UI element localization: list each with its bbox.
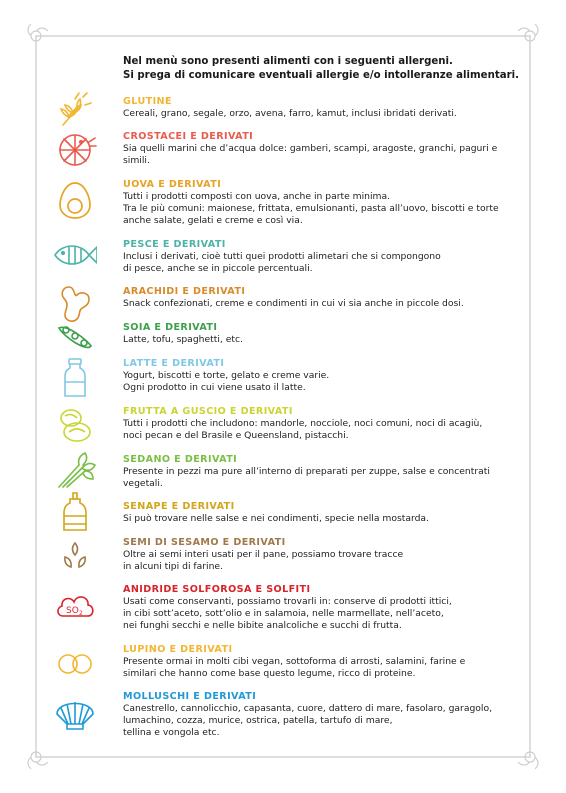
allergen-milk xyxy=(123,358,518,394)
allergen-description: Canestrello, cannolicchio, capasanta, cuore, dattero di mare, fasolaro, garagolo, lumachino, cozza, murice, ostrica, patella, tartufo di mare, tellina e vongola etc. xyxy=(123,703,493,738)
allergen-description: Tutti i prodotti composti con uova, anche in parte minima. Tra le più comuni: maionese, frittata, emulsionanti, pasta all’uovo, biscotti e torte anche salate, gelati e creme e così via. xyxy=(123,191,499,226)
intro-notice xyxy=(123,55,543,83)
shell-icon xyxy=(53,688,97,732)
celery-icon xyxy=(53,447,97,491)
milk-bottle-icon xyxy=(53,356,97,400)
allergen-description: Tutti i prodotti che includono: mandorle, nocciole, noci comuni, noci di acagiù, noci pecan e del Brasile e Queensland, pistacchi. xyxy=(123,418,483,441)
allergen-description: Presente in pezzi ma pure all’interno di preparati per zuppe, salse e concentrati vegetali. xyxy=(123,466,490,489)
shrimp-icon xyxy=(53,128,97,172)
allergen-title: LATTE E DERIVATI xyxy=(123,358,225,369)
allergen-soy xyxy=(123,322,518,346)
allergen-crustaceans xyxy=(123,131,518,167)
allergen-title: ANIDRIDE SOLFOROSA E SOLFITI xyxy=(123,584,311,595)
allergen-title: SENAPE E DERIVATI xyxy=(123,501,235,512)
wheat-icon xyxy=(53,87,97,131)
allergen-description: Cereali, grano, segale, orzo, avena, farro, kamut, inclusi ibridati derivati. xyxy=(123,108,457,119)
allergen-eggs xyxy=(123,179,518,227)
allergen-nuts xyxy=(123,406,518,442)
allergen-description: Yogurt, biscotti e torte, gelato e creme varie. Ogni prodotto in cui viene usato il latte. xyxy=(123,370,330,393)
allergen-description: Sia quelli marini che d’acqua dolce: gamberi, scampi, aragoste, granchi, paguri e simili. xyxy=(123,143,498,166)
allergen-title: SEMI DI SESAMO E DERIVATI xyxy=(123,537,286,548)
so2-icon-subscript: 2 xyxy=(79,610,83,617)
allergen-description: Si può trovare nelle salse e nei condimenti, specie nella mostarda. xyxy=(123,513,429,524)
allergen-description: Inclusi i derivati, cioè tutti quei prodotti alimetari che si compongono di pesce, anche se in piccole percentuali. xyxy=(123,251,441,274)
allergen-description: Presente ormai in molti cibi vegan, sottoforma di arrosti, salamini, farine e similari che hanno come base questo legume, ricco di proteine. xyxy=(123,656,466,679)
intro-line-2: Si prega di comunicare eventuali allergie e/o intolleranze alimentari. xyxy=(123,70,519,81)
allergen-gluten xyxy=(123,96,518,120)
allergen-title: MOLLUSCHI E DERIVATI xyxy=(123,691,257,702)
allergen-title: SEDANO E DERIVATI xyxy=(123,454,238,465)
soy-icon xyxy=(53,316,97,360)
allergen-mustard xyxy=(123,501,518,525)
allergen-sulphites xyxy=(123,584,518,632)
allergen-title: SOIA E DERIVATI xyxy=(123,322,218,333)
nut-icon xyxy=(53,402,97,446)
allergen-title: GLUTINE xyxy=(123,96,172,107)
allergen-title: ARACHIDI E DERIVATI xyxy=(123,286,246,297)
allergen-title: UOVA E DERIVATI xyxy=(123,179,222,190)
allergen-fish xyxy=(123,239,518,275)
allergen-celery xyxy=(123,454,518,490)
allergen-description: Latte, tofu, spaghetti, etc. xyxy=(123,334,243,345)
allergen-lupin xyxy=(123,644,518,680)
allergen-peanuts xyxy=(123,286,518,310)
mustard-bottle-icon xyxy=(53,490,97,534)
allergen-title: FRUTTA A GUSCIO E DERIVATI xyxy=(123,406,293,417)
allergen-sesame xyxy=(123,537,518,573)
allergen-title: PESCE E DERIVATI xyxy=(123,239,226,250)
allergen-molluscs xyxy=(123,691,518,739)
intro-line-1: Nel menù sono presenti alimenti con i seguenti allergeni. xyxy=(123,56,453,67)
so2-cloud-icon xyxy=(53,582,97,626)
sesame-icon xyxy=(53,535,97,579)
allergen-description: Usati come conservanti, possiamo trovarli in: conserve di prodotti ittici, in cibi sott’aceto, sott’olio e in salamoia, nelle marmellate, nell’aceto, nei funghi secchi e nelle bibite analcoliche e succhi di frutta. xyxy=(123,596,452,631)
so2-icon-text: SO xyxy=(66,606,79,616)
allergen-title: LUPINO E DERIVATI xyxy=(123,644,233,655)
allergen-title: CROSTACEI E DERIVATI xyxy=(123,131,254,142)
allergen-description: Snack confezionati, creme e condimenti in cui vi sia anche in piccole dosi. xyxy=(123,298,464,309)
allergen-description: Oltre ai semi interi usati per il pane, possiamo trovare tracce in alcuni tipi di farine. xyxy=(123,549,404,572)
egg-icon xyxy=(53,178,97,222)
fish-icon xyxy=(53,233,97,277)
lupin-icon xyxy=(53,640,97,684)
